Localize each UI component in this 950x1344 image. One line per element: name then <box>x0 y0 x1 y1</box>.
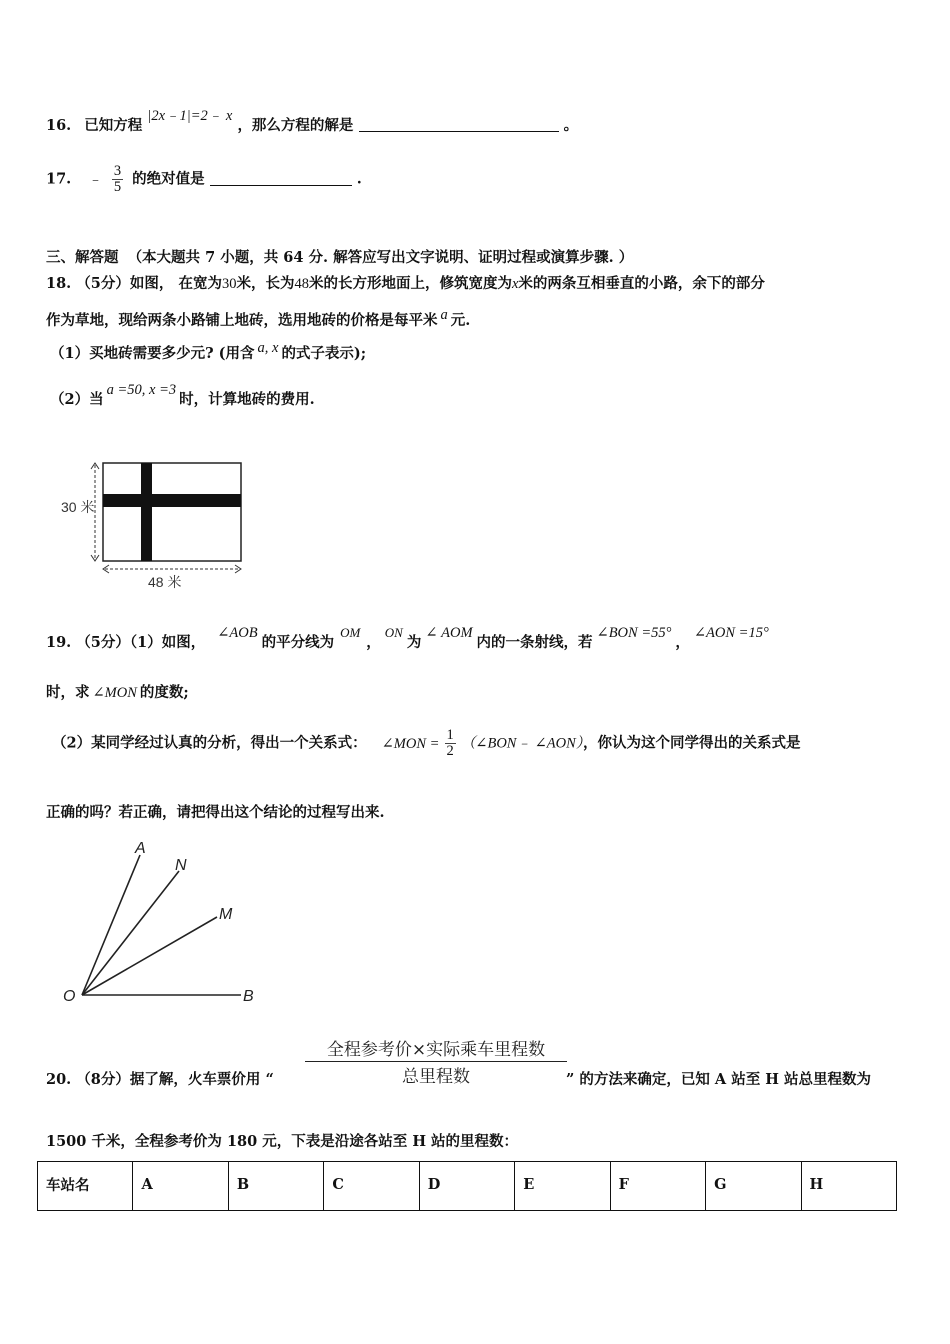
q16-middle: ，那么方程的解是 <box>237 117 354 134</box>
horizontal-path <box>103 494 241 507</box>
q19-on: ON <box>384 625 403 640</box>
q20-formula-numerator: 全程参考价×实际乘车里程数 <box>305 1035 567 1062</box>
q18-text-3: 米的长方形地面上，修筑宽度为 <box>308 275 512 292</box>
question-19-line-2 <box>46 681 189 702</box>
section-3-note: （本大题共 7 小题，共 64 分. 解答应写出文字说明、证明过程或演算步骤. ） <box>127 249 634 266</box>
q17-frac-den: 5 <box>113 179 122 196</box>
table-cell: F <box>610 1162 705 1211</box>
ray-om <box>82 917 217 995</box>
q16-suffix: 。 <box>563 117 579 134</box>
label-a: A <box>135 840 146 857</box>
q19-rel-frac-num: 1 <box>446 727 454 743</box>
question-16 <box>46 108 579 135</box>
q18-width-value: 30 <box>221 276 237 292</box>
question-20-line-1 <box>46 1068 274 1089</box>
label-m: M <box>219 906 233 923</box>
q18-sub-question-2 <box>50 382 315 409</box>
station-table <box>37 1161 897 1211</box>
q18-line2-text: 作为草地，现给两条小路铺上地砖，选用地砖的价格是每平米 <box>46 312 438 329</box>
q18-text-1: 如图， 在宽为 <box>129 275 222 292</box>
q19-text-1: 的平分线为 <box>261 634 335 651</box>
q19-comma-2: ， <box>675 634 690 651</box>
q20-text-2: ” 的方法来确定，已知 A 站至 H 站总里程数为 <box>566 1071 872 1088</box>
q19-text-3: 内的一条射线，若 <box>476 634 593 651</box>
q17-number: 17. <box>46 170 72 188</box>
ray-oa <box>82 855 140 995</box>
q20-line-1-end <box>566 1068 871 1089</box>
q19-comma: ， <box>366 634 381 651</box>
q18-sub1-vars: a, x <box>257 340 279 356</box>
q17-text: 的绝对值是 <box>132 170 205 188</box>
question-19-line-4 <box>46 801 385 822</box>
q16-answer-blank[interactable] <box>359 131 559 132</box>
q16-equation: |2x﹣1|=2﹣ x <box>147 108 233 124</box>
q19-line2-end: 的度数; <box>139 684 189 701</box>
width-label: 30 米 <box>61 499 95 515</box>
q18-length-value: 48 <box>294 276 309 292</box>
q19-text-2: 为 <box>406 634 422 651</box>
q19-relation-fraction <box>445 728 456 759</box>
table-cell: G <box>706 1162 801 1211</box>
section-3-heading <box>46 246 633 267</box>
q20-text-1: 据了解，火车票价用 “ <box>129 1071 274 1088</box>
q17-frac-num: 3 <box>113 163 122 179</box>
table-cell: C <box>324 1162 419 1211</box>
q17-suffix: . <box>356 170 362 188</box>
q18-var-a: a <box>440 307 448 323</box>
q16-number: 16. <box>46 117 72 134</box>
table-cell: A <box>133 1162 228 1211</box>
q19-figure <box>55 835 285 1020</box>
q19-angle-aob: ∠AOB <box>217 625 258 641</box>
q19-om: OM <box>340 625 361 640</box>
q16-prefix: 已知方程 <box>84 117 143 134</box>
q18-sub2-condition: a =50, x =3 <box>106 382 177 398</box>
question-19-line-1 <box>46 625 769 652</box>
q18-score: （5分） <box>76 275 130 292</box>
q19-rel-frac-den: 2 <box>446 743 454 760</box>
question-18-line-2 <box>46 309 470 330</box>
q18-number: 18. <box>46 275 72 292</box>
q19-angle-mon: ∠MON <box>92 685 137 701</box>
q18-line2-end: 元. <box>450 312 471 329</box>
q18-sub2-end: 时，计算地砖的费用. <box>179 391 315 408</box>
q19-line4-text: 正确的吗？若正确，请把得出这个结论的过程写出来. <box>46 804 385 821</box>
table-cell: 车站名 <box>38 1162 133 1211</box>
length-label: 48 米 <box>148 574 182 590</box>
q17-sign: ﹣ <box>88 171 103 188</box>
table-cell: E <box>515 1162 610 1211</box>
q19-relation-right: （∠BON﹣ ∠AON） <box>460 735 583 752</box>
question-17 <box>46 164 362 195</box>
field-rectangle <box>103 463 241 561</box>
q17-answer-blank[interactable] <box>210 185 352 186</box>
table-cell: B <box>228 1162 323 1211</box>
q20-fare-formula <box>305 1035 567 1087</box>
q18-sub-question-1 <box>50 342 366 363</box>
q19-part2-text: （2）某同学经过认真的分析，得出一个关系式： <box>52 734 367 752</box>
question-19-line-3 <box>52 728 801 759</box>
q20-number: 20. <box>46 1071 72 1088</box>
q19-line2-text: 时，求 <box>46 684 90 701</box>
ray-on <box>82 871 179 995</box>
q20-formula-denominator: 总里程数 <box>402 1067 470 1087</box>
q19-angle-aon: ∠AON =15° <box>693 625 769 641</box>
label-b: B <box>243 988 254 1005</box>
q20-line2-text: 1500 千米，全程参考价为 180 元，下表是沿途各站至 H 站的里程数： <box>46 1133 519 1150</box>
q19-angle-bon: ∠BON =55° <box>596 625 672 641</box>
q18-text-4: 米的两条互相垂直的小路，余下的部分 <box>518 275 765 292</box>
q19-relation-left: ∠MON = <box>381 735 440 752</box>
q18-sub2-label: （2） <box>50 391 90 408</box>
q18-text-2: 米，长为 <box>236 275 295 292</box>
question-18-line-1 <box>46 272 765 293</box>
q18-sub1-label: （1） <box>50 345 90 362</box>
vertical-path <box>141 463 152 561</box>
q19-part1-label: （1）如图， <box>129 634 206 651</box>
q19-text-4: ，你认为这个同学得出的关系式是 <box>583 734 801 752</box>
table-row <box>38 1162 897 1211</box>
q18-sub2-text: 当 <box>89 391 104 408</box>
table-cell: H <box>801 1162 897 1211</box>
q18-var-x: x <box>511 276 519 292</box>
q19-angle-aom: ∠ AOM <box>425 625 473 641</box>
q18-sub1-end: 的式子表示); <box>281 345 367 362</box>
label-n: N <box>175 857 187 874</box>
question-20-line-2 <box>46 1130 518 1151</box>
q17-fraction <box>112 164 123 195</box>
q20-score: （8分） <box>76 1071 130 1088</box>
table-cell: D <box>419 1162 514 1211</box>
section-3-title: 三、解答题 <box>46 249 119 266</box>
label-o: O <box>63 988 76 1005</box>
q19-score: （5分） <box>76 634 130 651</box>
q19-number: 19. <box>46 634 72 651</box>
q18-sub1-text: 买地砖需要多少元? (用含 <box>89 345 255 362</box>
q18-figure <box>55 455 255 595</box>
